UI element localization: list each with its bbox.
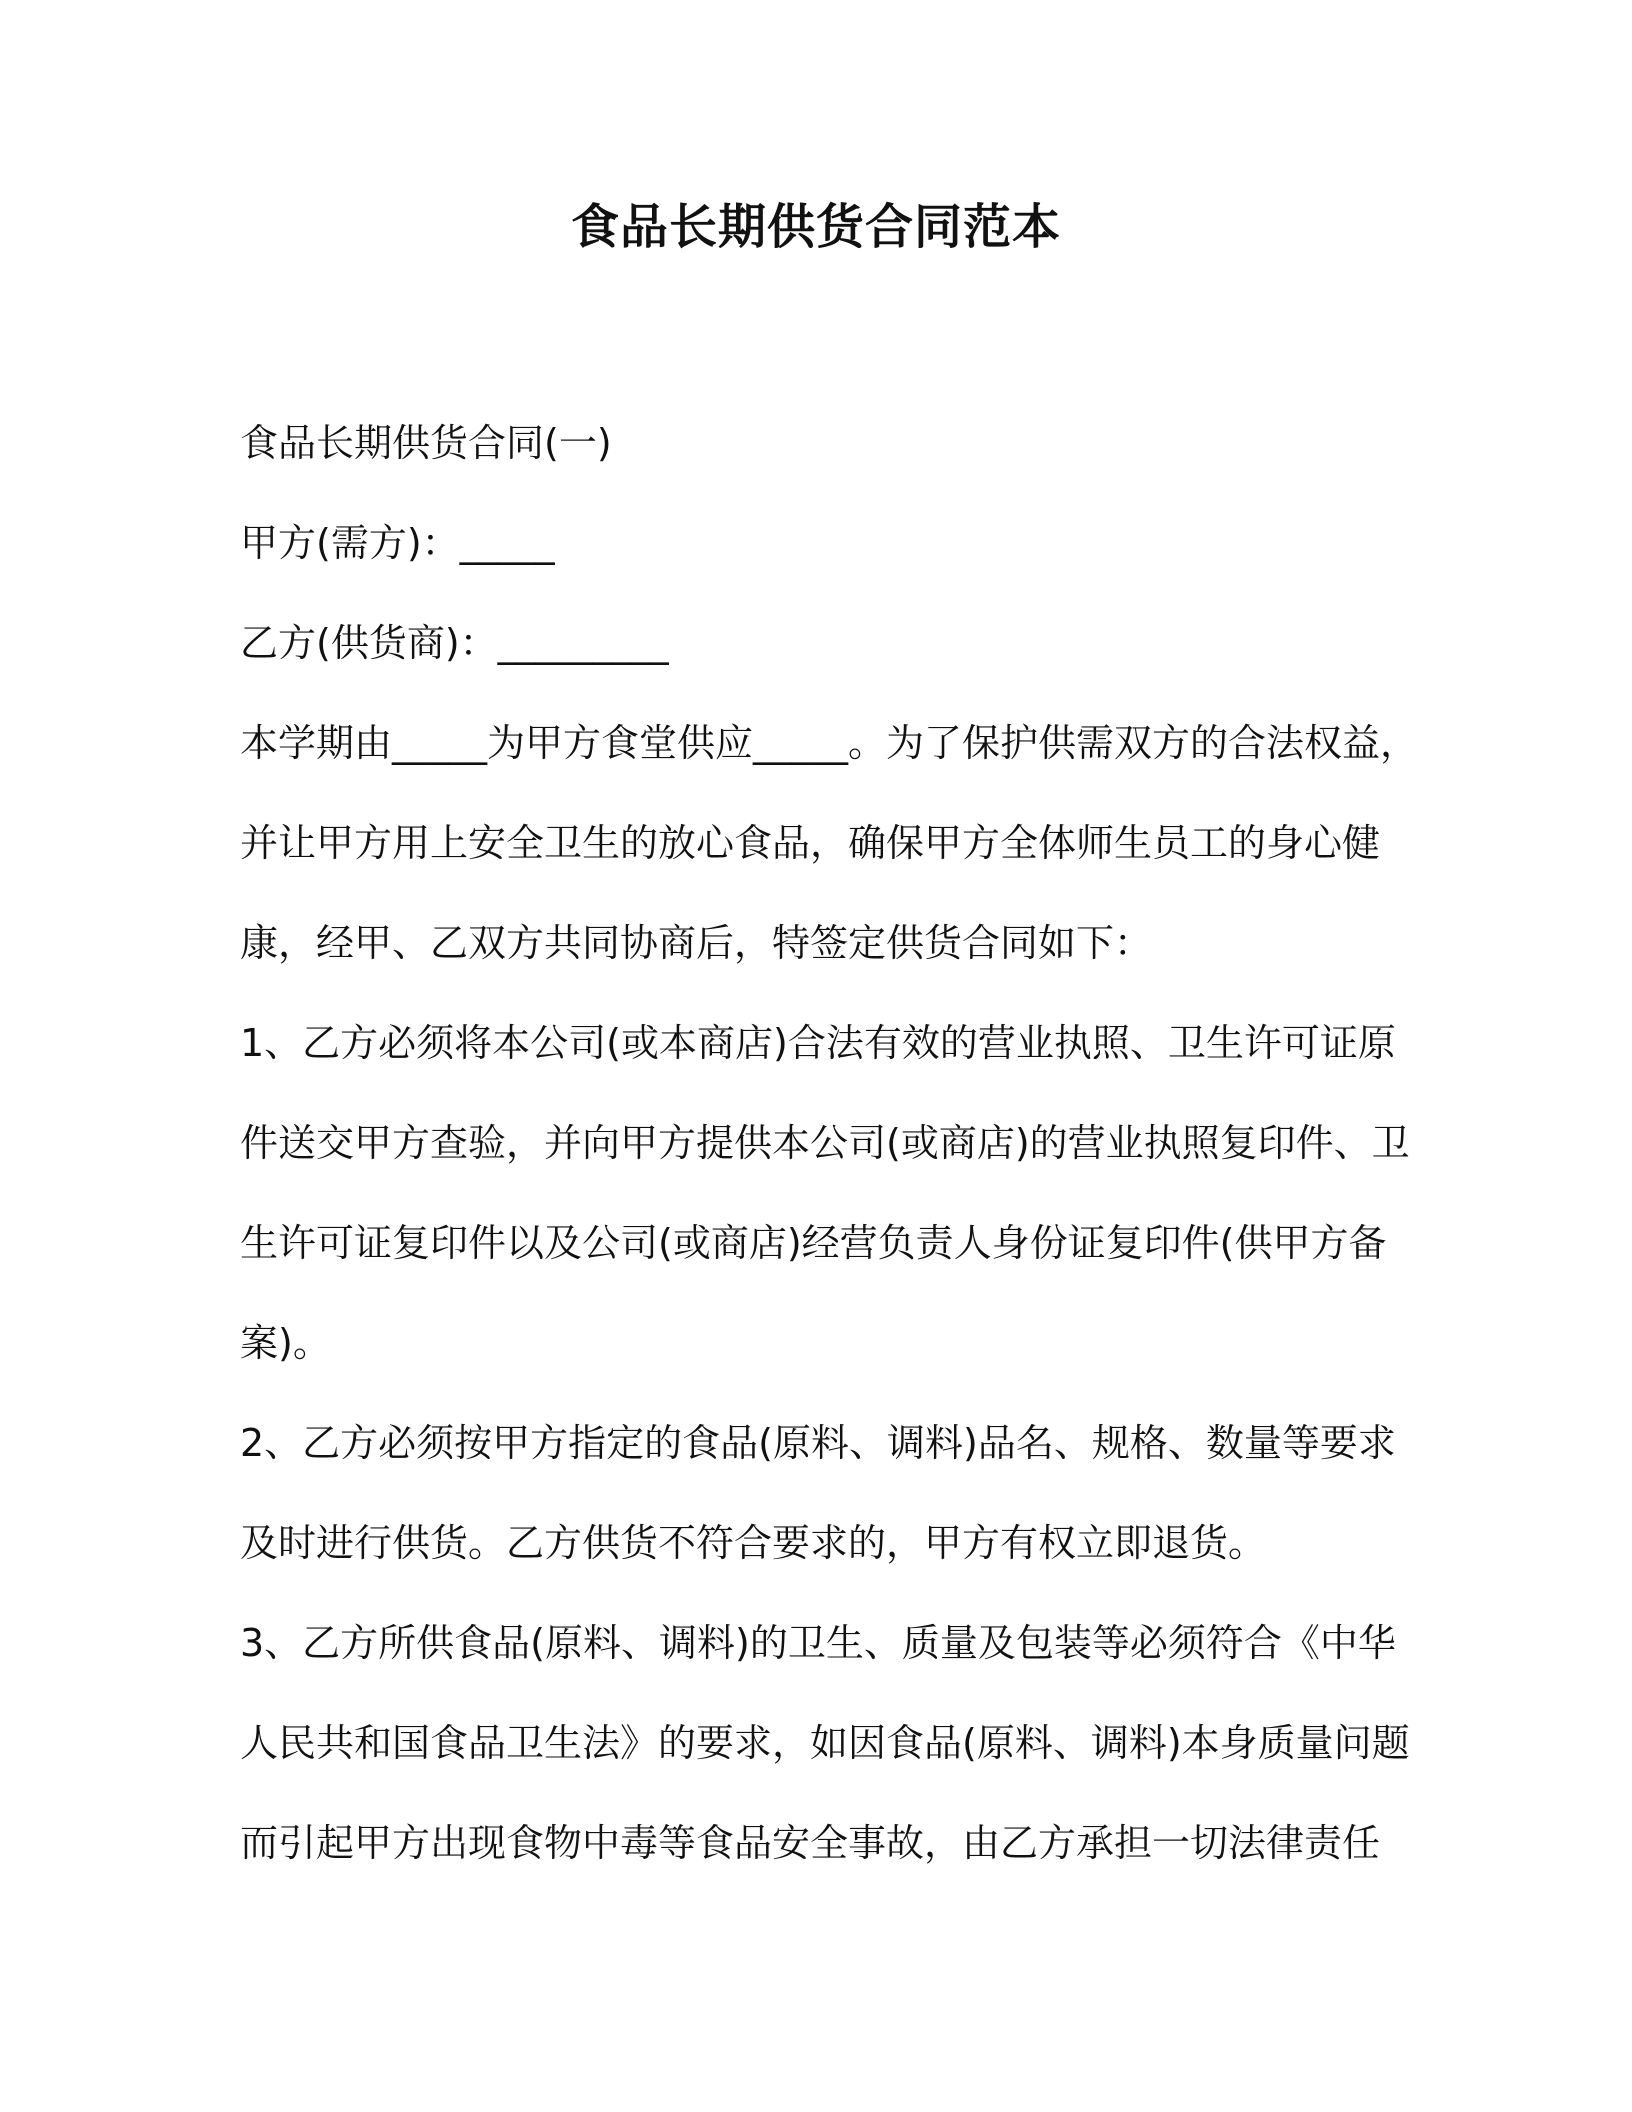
clause-2-line: 及时进行供货。乙方供货不符合要求的，甲方有权立即退货。 [240,1521,1267,1565]
document-title: 食品长期供货合同范本 [570,199,1061,255]
clause-3-line: 而引起甲方出现食物中毒等食品安全事故，由乙方承担一切法律责任 [240,1821,1381,1865]
party-a-line: 甲方(需方)：_____ [240,521,555,565]
preamble-line: 并让甲方用上安全卫生的放心食品，确保甲方全体师生员工的身心健 [240,821,1381,865]
clause-1-line: 生许可证复印件以及公司(或商店)经营负责人身份证复印件(供甲方备 [240,1221,1387,1265]
clause-1-line: 1、乙方必须将本公司(或本商店)合法有效的营业执照、卫生许可证原 [240,1021,1396,1065]
preamble-line: 本学期由_____为甲方食堂供应_____。为了保护供需双方的合法权益， [240,721,1419,765]
clause-3-line: 3、乙方所供食品(原料、调料)的卫生、质量及包装等必须符合《中华 [240,1621,1396,1665]
clause-1-line: 件送交甲方查验，并向甲方提供本公司(或商店)的营业执照复印件、卫 [240,1121,1410,1165]
clause-1-line: 案)。 [240,1321,331,1365]
subtitle-line: 食品长期供货合同(一) [240,421,612,465]
clause-2-line: 2、乙方必须按甲方指定的食品(原料、调料)品名、规格、数量等要求 [240,1421,1396,1465]
party-b-line: 乙方(供货商)：_________ [240,621,669,665]
preamble-line: 康，经甲、乙双方共同协商后，特签定供货合同如下： [240,921,1153,965]
clause-3-line: 人民共和国食品卫生法》的要求，如因食品(原料、调料)本身质量问题 [240,1721,1410,1765]
document-body [240,393,1420,1893]
